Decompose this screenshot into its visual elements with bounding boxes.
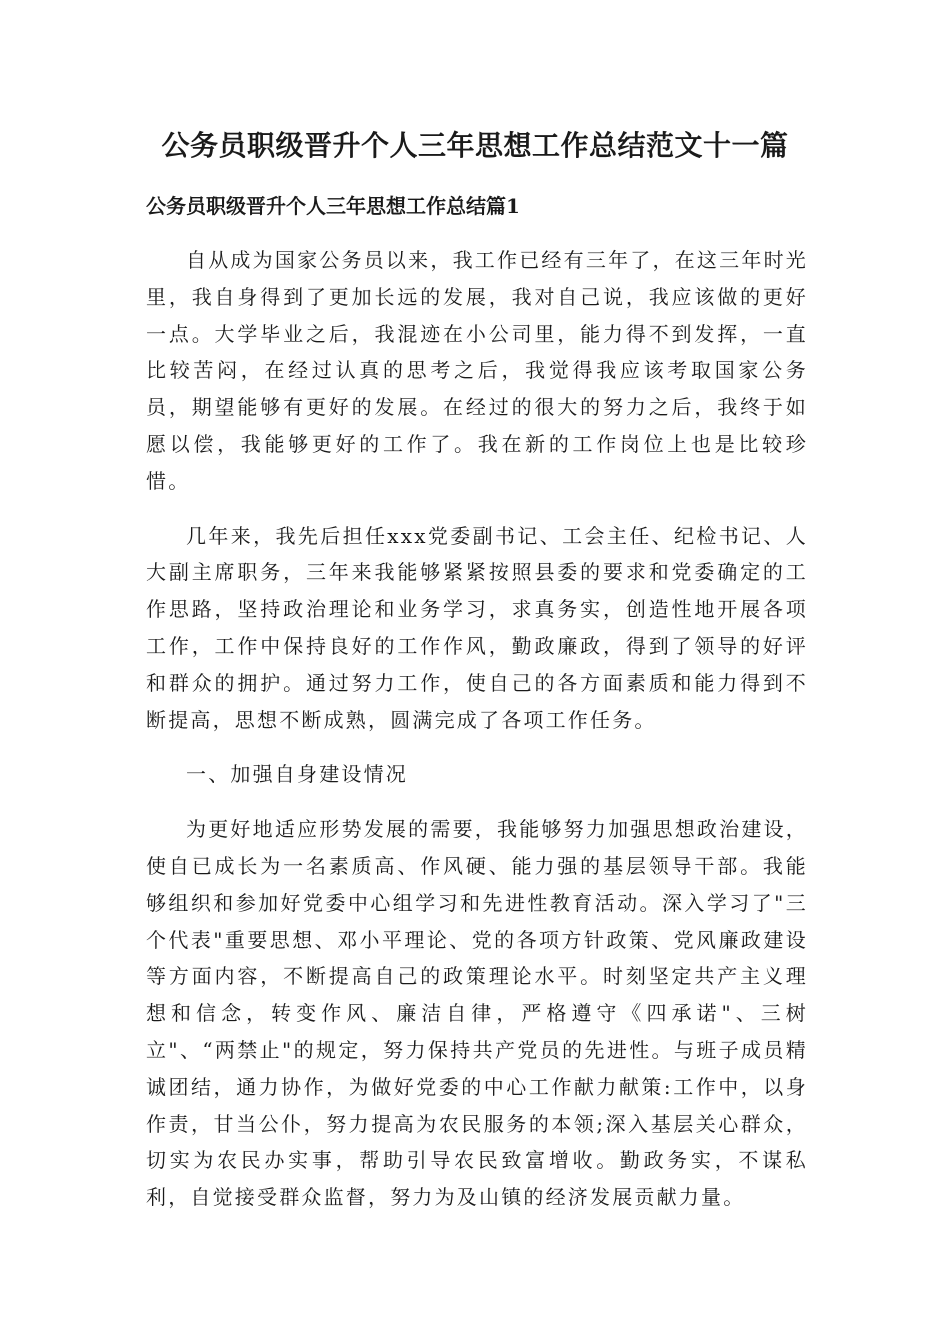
paragraph: 自从成为国家公务员以来，我工作已经有三年了，在这三年时光里，我自身得到了更加长远的发展，我对自己说，我应该做的更好一点。大学毕业之后，我混迹在小公司里，能力得不到发挥，一直比较苦闷，在经过认真的思考之后，我觉得我应该考取国家公务员，期望能够有更好的发展。在经过的很大的努力之后，我终于如愿以偿，我能够更好的工作了。我在新的工作岗位上也是比较珍惜。 bbox=[146, 248, 808, 493]
section-heading: 公务员职级晋升个人三年思想工作总结篇1 bbox=[146, 194, 520, 218]
subsection-heading: 一、加强自身建设情况 bbox=[186, 762, 408, 787]
paragraph: 为更好地适应形势发展的需要，我能够努力加强思想政治建设，使自已成长为一名素质高、作风硬、能力强的基层领导干部。我能够组织和参加好党委中心组学习和先进性教育活动。深入学习了"三个代表"重要思想、邓小平理论、党的各项方针政策、党风廉政建设等方面内容，不断提高自己的政策理论水平。时刻坚定共产主义理想和信念，转变作风、廉洁自律，严格遵守《四承诺"、三树立"、“两禁止"的规定，努力保持共产党员的先进性。与班子成员精诚团结，通力协作，为做好党委的中心工作献力献策:工作中，以身作责，甘当公仆，努力提高为农民服务的本领;深入基层关心群众，切实为农民办实事，帮助引导农民致富增收。勤政务实，不谋私利，自觉接受群众监督，努力为及山镇的经济发展贡献力量。 bbox=[146, 817, 808, 1210]
document-body bbox=[146, 242, 808, 1234]
paragraph: 几年来，我先后担任xxx党委副书记、工会主任、纪检书记、人大副主席职务，三年来我能够紧紧按照县委的要求和党委确定的工作思路，坚持政治理论和业务学习，求真务实，创造性地开展各项工作，工作中保持良好的工作作风，勤政廉政，得到了领导的好评和群众的拥护。通过努力工作，使自己的各方面素质和能力得到不断提高，思想不断成熟，圆满完成了各项工作任务。 bbox=[146, 523, 808, 732]
document-title: 公务员职级晋升个人三年思想工作总结范文十一篇 bbox=[161, 129, 789, 162]
